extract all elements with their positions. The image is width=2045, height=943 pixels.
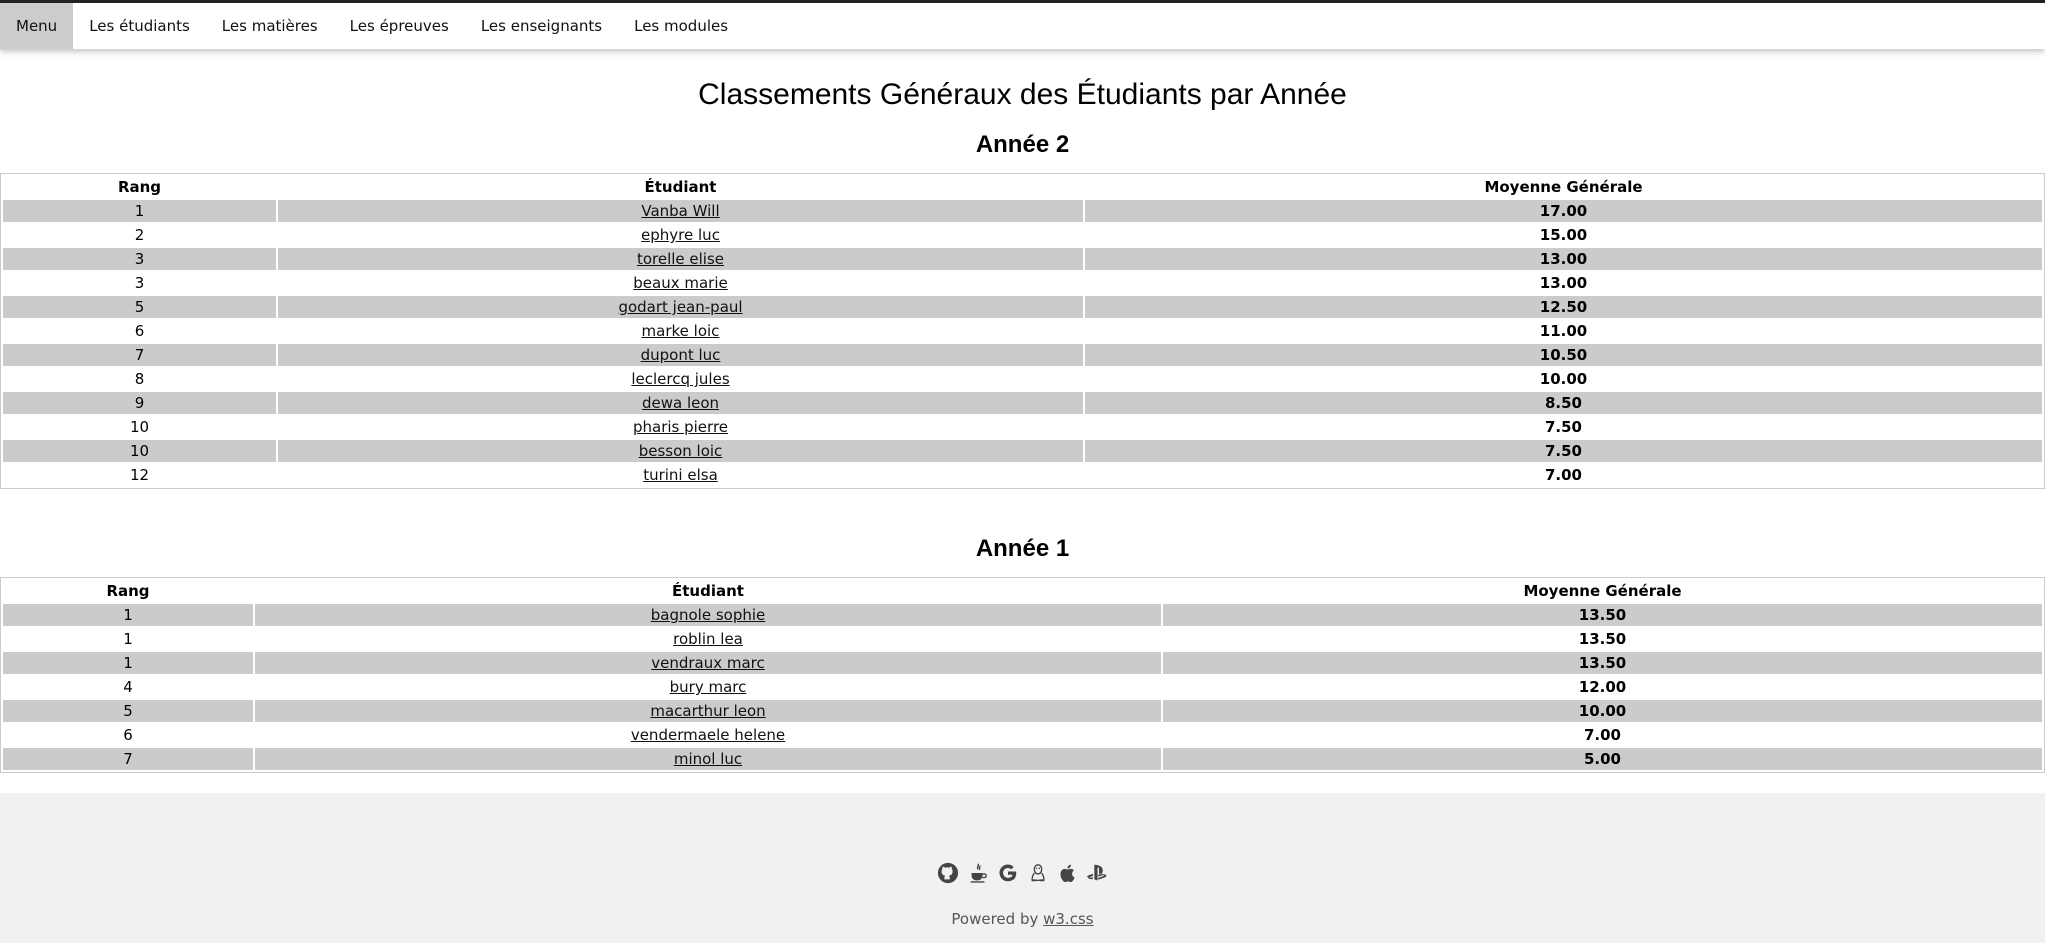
student-cell: [255, 724, 1161, 746]
powered-by-text: [0, 910, 2045, 928]
nav-item-enseignants[interactable]: Les enseignants: [480, 17, 603, 35]
average-cell: 7.00: [1544, 466, 1582, 484]
table-row: [3, 652, 2042, 674]
w3css-link[interactable]: w3.css: [1043, 910, 1094, 928]
playstation-icon[interactable]: [1085, 860, 1111, 886]
student-cell: [278, 392, 1083, 414]
student-cell: [255, 700, 1161, 722]
year-2-title: Année 2: [975, 131, 1070, 158]
google-icon[interactable]: [995, 860, 1021, 886]
year-1-title: Année 1: [975, 535, 1070, 562]
table-row: [3, 700, 2042, 722]
student-cell: [278, 344, 1083, 366]
table-row: [3, 296, 2042, 318]
table-header-row: [3, 580, 2042, 602]
average-cell: 13.50: [1163, 652, 2042, 674]
student-cell: [255, 676, 1161, 698]
student-link[interactable]: minol luc: [673, 750, 743, 768]
student-link[interactable]: pharis pierre: [632, 418, 729, 436]
average-cell: 13.00: [1085, 248, 2042, 270]
average-cell: 11.00: [1539, 322, 1588, 340]
rank-cell: 6: [123, 726, 133, 744]
average-cell: 13.00: [1539, 274, 1588, 292]
student-cell: [278, 464, 1083, 486]
nav-item-menu[interactable]: Menu: [0, 3, 73, 49]
table-row: [3, 416, 2042, 438]
student-link[interactable]: macarthur leon: [650, 702, 766, 720]
table-row: [3, 604, 2042, 626]
student-link[interactable]: ephyre luc: [641, 226, 720, 244]
rank-column-header: Rang: [106, 582, 150, 600]
rank-cell: 7: [3, 748, 253, 770]
rank-cell: 2: [134, 226, 145, 244]
student-link[interactable]: torelle elise: [636, 250, 725, 268]
rank-cell: 10: [129, 418, 150, 436]
student-cell: [278, 440, 1083, 462]
student-link[interactable]: godart jean-paul: [618, 298, 743, 316]
student-link[interactable]: Vanba Will: [641, 202, 720, 220]
average-cell: 10.50: [1085, 344, 2042, 366]
student-cell: [278, 320, 1083, 342]
student-cell: [278, 200, 1083, 222]
student-cell: [278, 296, 1083, 318]
java-icon[interactable]: [965, 860, 991, 886]
average-cell: 10.00: [1163, 700, 2042, 722]
student-link[interactable]: vendermaele helene: [630, 726, 786, 744]
table-row: [3, 748, 2042, 770]
table-row: [3, 248, 2042, 270]
table-row: [3, 344, 2042, 366]
nav-item-etudiants[interactable]: Les étudiants: [89, 17, 190, 35]
student-link[interactable]: marke loic: [641, 322, 720, 340]
rank-cell: 1: [3, 604, 253, 626]
student-cell: [255, 604, 1161, 626]
rank-cell: 6: [134, 322, 145, 340]
student-link[interactable]: turini elsa: [643, 466, 718, 484]
student-cell: [278, 416, 1083, 438]
student-cell: [255, 652, 1161, 674]
student-column-header: Étudiant: [672, 582, 744, 600]
ranking-table-year-2: [0, 173, 2045, 489]
rank-cell: 1: [3, 200, 276, 222]
table-row: [3, 676, 2042, 698]
student-link[interactable]: vendraux marc: [651, 654, 765, 672]
rank-cell: 9: [3, 392, 276, 414]
student-link[interactable]: besson loic: [638, 442, 723, 460]
table-row: [3, 724, 2042, 746]
average-cell: 13.50: [1578, 630, 1627, 648]
linux-icon[interactable]: [1025, 860, 1051, 886]
student-column-header: Étudiant: [644, 178, 717, 196]
rank-cell: 1: [123, 630, 133, 648]
student-link[interactable]: beaux marie: [633, 274, 728, 292]
student-cell: [255, 748, 1161, 770]
student-link[interactable]: leclercq jules: [631, 370, 730, 388]
average-cell: 10.00: [1539, 370, 1588, 388]
table-row: [3, 440, 2042, 462]
rank-cell: 5: [3, 700, 253, 722]
nav-item-modules[interactable]: Les modules: [634, 17, 729, 35]
table-row: [3, 628, 2042, 650]
rank-cell: 5: [3, 296, 276, 318]
table-row: [3, 320, 2042, 342]
average-column-header: Moyenne Générale: [1484, 178, 1643, 196]
ranking-table-year-1: [0, 577, 2045, 773]
table-row: [3, 368, 2042, 390]
table-row: [3, 272, 2042, 294]
average-cell: 7.50: [1544, 418, 1582, 436]
rank-cell: 3: [134, 274, 145, 292]
student-cell: [278, 224, 1083, 246]
student-link[interactable]: dewa leon: [641, 394, 720, 412]
average-column-header: Moyenne Générale: [1523, 582, 1682, 600]
rank-cell: 1: [3, 652, 253, 674]
average-cell: 15.00: [1539, 226, 1588, 244]
student-link[interactable]: dupont luc: [640, 346, 721, 364]
table-header-row: [3, 176, 2042, 198]
student-link[interactable]: roblin lea: [673, 630, 743, 648]
page-title: Classements Généraux des Étudiants par Année: [698, 78, 1347, 111]
github-icon[interactable]: [935, 860, 961, 886]
rank-cell: 4: [123, 678, 133, 696]
powered-prefix: Powered by: [951, 910, 1044, 928]
average-cell: 5.00: [1163, 748, 2042, 770]
nav-item-matieres[interactable]: Les matières: [221, 17, 318, 35]
student-cell: [278, 272, 1083, 294]
average-cell: 7.00: [1583, 726, 1621, 744]
student-cell: [278, 248, 1083, 270]
rank-column-header: Rang: [117, 178, 162, 196]
rank-cell: 7: [3, 344, 276, 366]
nav-item-epreuves[interactable]: Les épreuves: [349, 17, 449, 35]
average-cell: 12.50: [1085, 296, 2042, 318]
student-link[interactable]: bury marc: [669, 678, 747, 696]
average-cell: 12.00: [1578, 678, 1627, 696]
student-link[interactable]: bagnole sophie: [650, 606, 766, 624]
average-cell: 8.50: [1085, 392, 2042, 414]
average-cell: 17.00: [1085, 200, 2042, 222]
top-navigation-bar: [0, 0, 2045, 49]
average-cell: 7.50: [1085, 440, 2042, 462]
table-row: [3, 224, 2042, 246]
rank-cell: 3: [3, 248, 276, 270]
average-cell: 13.50: [1163, 604, 2042, 626]
student-cell: [255, 628, 1161, 650]
footer-icons: [0, 860, 2045, 886]
table-row: [3, 392, 2042, 414]
student-cell: [278, 368, 1083, 390]
rank-cell: 10: [3, 440, 276, 462]
table-row: [3, 200, 2042, 222]
rank-cell: 8: [134, 370, 145, 388]
table-row: [3, 464, 2042, 486]
apple-icon[interactable]: [1055, 860, 1081, 886]
rank-cell: 12: [129, 466, 150, 484]
